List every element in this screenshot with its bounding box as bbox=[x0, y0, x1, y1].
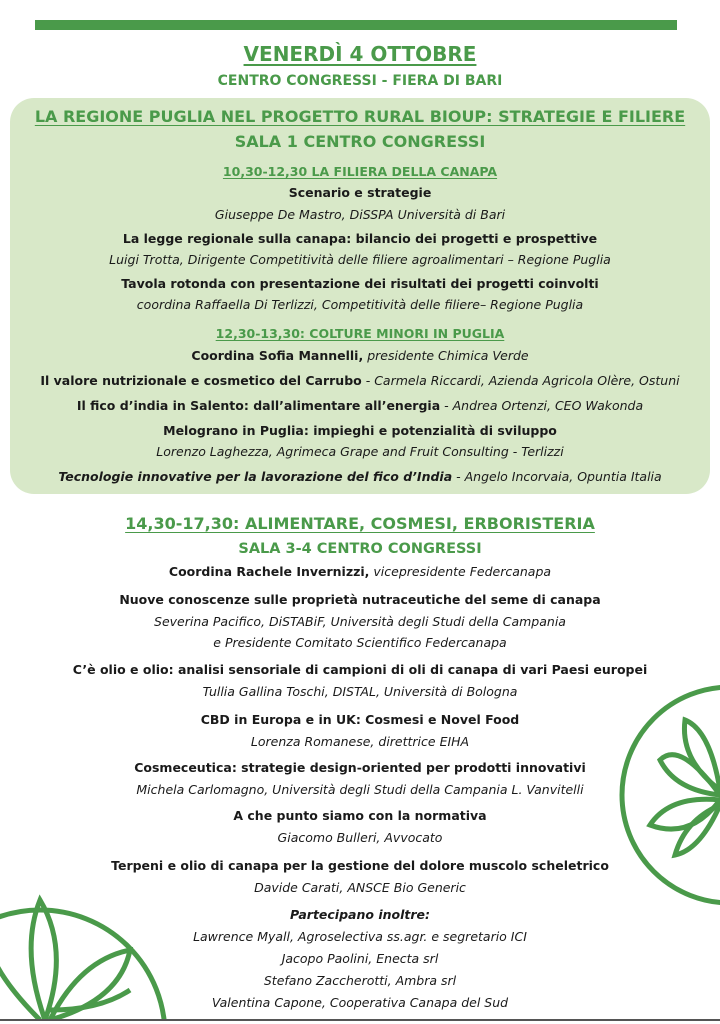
session2-heading: 14,30-17,30: ALIMENTARE, COSMESI, ERBORISTERIA bbox=[125, 514, 595, 533]
s2-coordinator: Coordina Sofia Mannelli, presidente Chimica Verde bbox=[191, 348, 529, 363]
s1-item2-title: La legge regionale sulla canapa: bilancio dei progetti e prospettive bbox=[122, 231, 598, 246]
s2-item3-title: Melograno in Puglia: impieghi e potenzialità di sviluppo bbox=[163, 423, 557, 438]
talk1-title: Nuove conoscenze sulle proprietà nutraceutiche del seme di canapa bbox=[119, 592, 601, 607]
s2-item3-speaker: Lorenzo Laghezza, Agrimeca Grape and Fruit Consulting - Terlizzi bbox=[156, 444, 564, 459]
section2-heading: 12,30-13,30: COLTURE MINORI IN PUGLIA bbox=[215, 326, 505, 341]
s2-item2: Il fico d’india in Salento: dall’alimentare all’energia - Andrea Ortenzi, CEO Wakonda bbox=[76, 398, 644, 413]
talk2-speaker: Tullia Gallina Toschi, DISTAL, Università di Bologna bbox=[202, 684, 518, 699]
talk4-title: Cosmeceutica: strategie design-oriented per prodotti innovativi bbox=[134, 760, 586, 775]
talk6-title: Terpeni e olio di canapa per la gestione del dolore muscolo scheletrico bbox=[111, 858, 609, 873]
s1-item3-title: Tavola rotonda con presentazione dei risultati dei progetti coinvolti bbox=[121, 276, 599, 291]
session2-room: SALA 3-4 CENTRO CONGRESSI bbox=[238, 541, 482, 557]
s1-item1-title: Scenario e strategie bbox=[288, 185, 432, 200]
box-room: SALA 1 CENTRO CONGRESSI bbox=[234, 132, 486, 151]
also-item: Valentina Capone, Cooperativa Canapa del Sud bbox=[211, 995, 509, 1010]
talk4-speaker: Michela Carlomagno, Università degli Studi della Campania L. Vanvitelli bbox=[136, 782, 584, 797]
also-item: Lawrence Myall, Agroselectiva ss.agr. e segretario ICI bbox=[193, 929, 527, 944]
talk5-speaker: Giacomo Bulleri, Avvocato bbox=[277, 830, 443, 845]
event-venue: CENTRO CONGRESSI - FIERA DI BARI bbox=[217, 73, 503, 89]
s1-item3-speaker: coordina Raffaella Di Terlizzi, Competitività delle filiere– Regione Puglia bbox=[136, 297, 584, 312]
bottom-line bbox=[0, 1019, 720, 1021]
session2-coordinator: Coordina Rachele Invernizzi, vicepresidente Federcanapa bbox=[168, 564, 552, 579]
s2-item1: Il valore nutrizionale e cosmetico del Carrubo - Carmela Riccardi, Azienda Agricola Olère, Ostuni bbox=[40, 373, 680, 388]
talk1-speaker2: e Presidente Comitato Scientifico Federcanapa bbox=[213, 635, 507, 650]
also-item: Jacopo Paolini, Enecta srl bbox=[281, 951, 439, 966]
s2-item4: Tecnologie innovative per la lavorazione del fico d’India - Angelo Incorvaia, Opuntia Italia bbox=[58, 469, 662, 484]
s1-item1-speaker: Giuseppe De Mastro, DiSSPA Università di Bari bbox=[214, 207, 506, 222]
talk3-speaker: Lorenza Romanese, direttrice EIHA bbox=[250, 734, 470, 749]
also-heading: Partecipano inoltre: bbox=[289, 907, 430, 922]
talk5-title: A che punto siamo con la normativa bbox=[233, 808, 487, 823]
section1-heading: 10,30-12,30 LA FILIERA DELLA CANAPA bbox=[222, 164, 498, 179]
talk3-title: CBD in Europa e in UK: Cosmesi e Novel Food bbox=[200, 712, 520, 727]
talk6-speaker: Davide Carati, ANSCE Bio Generic bbox=[254, 880, 466, 895]
box-title: LA REGIONE PUGLIA NEL PROGETTO RURAL BIOUP: STRATEGIE E FILIERE bbox=[34, 107, 686, 126]
s1-item2-speaker: Luigi Trotta, Dirigente Competitività delle filiere agroalimentari – Regione Puglia bbox=[109, 252, 611, 267]
event-date: VENERDÌ 4 OTTOBRE bbox=[243, 42, 477, 66]
talk2-title: C’è olio e olio: analisi sensoriale di campioni di oli di canapa di vari Paesi europei bbox=[72, 662, 648, 677]
top-green-bar bbox=[35, 20, 677, 30]
talk1-speaker: Severina Pacifico, DiSTABiF, Università degli Studi della Campania bbox=[154, 614, 566, 629]
also-item: Stefano Zaccherotti, Ambra srl bbox=[263, 973, 457, 988]
